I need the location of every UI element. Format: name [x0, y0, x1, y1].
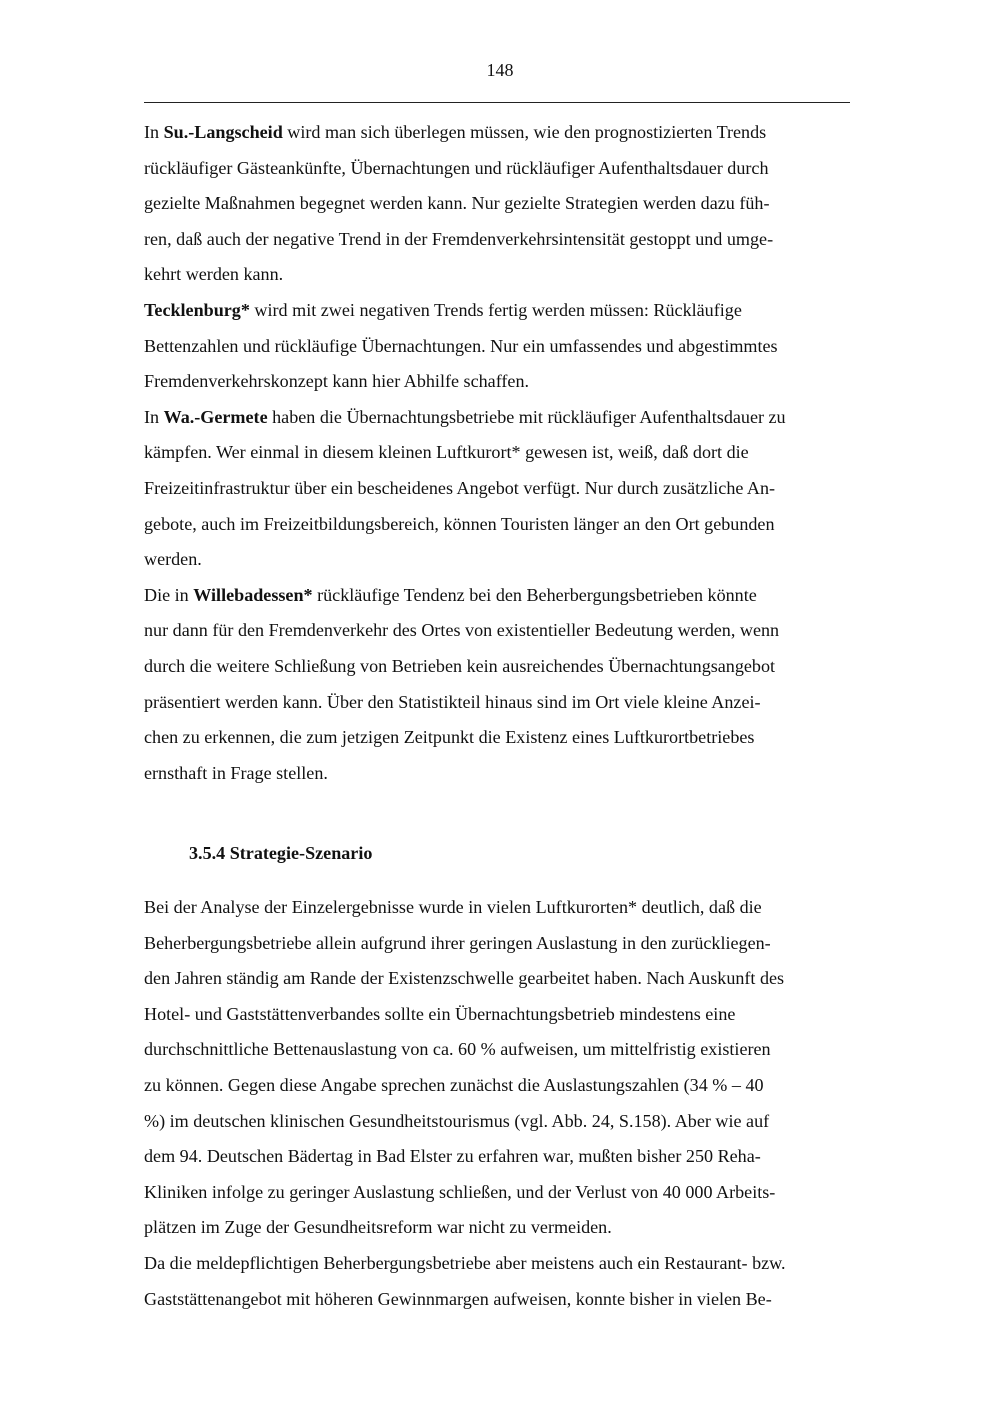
- text-line: nur dann für den Fremdenverkehr des Ortes von existentieller Bedeutung werden, wenn: [144, 620, 780, 641]
- paragraph-tecklenburg: [144, 293, 858, 400]
- place-name: Wa.-Germete: [163, 406, 268, 427]
- text-line: ren, daß auch der negative Trend in der Fremdenverkehrsintensität gestoppt und umge-: [144, 228, 774, 249]
- place-name: Su.-Langscheid: [163, 122, 283, 142]
- text-line: den Jahren ständig am Rande der Existenzschwelle gearbeitet haben. Nach Auskunft des: [144, 968, 785, 989]
- paragraph-strategie-1: [144, 890, 858, 1246]
- text-line: Bei der Analyse der Einzelergebnisse wurde in vielen Luftkurorten* deutlich, daß die: [144, 897, 762, 917]
- paragraph-wa-germete: [144, 400, 858, 578]
- section-heading: 3.5.4 Strategie-Szenario: [189, 843, 373, 863]
- paragraph-su-langscheid: [144, 115, 858, 293]
- text-line: werden.: [144, 549, 202, 570]
- text-line: durchschnittliche Bettenauslastung von ca. 60 % aufweisen, um mittelfristig existieren: [144, 1039, 771, 1060]
- text-line: Gaststättenangebot mit höheren Gewinnmargen aufweisen, konnte bisher in vielen Be-: [144, 1288, 772, 1309]
- text-line: gezielte Maßnahmen begegnet werden kann. Nur gezielte Strategien werden dazu füh-: [144, 193, 770, 214]
- paragraph-willebadessen: [144, 578, 858, 792]
- paragraph-strategie-2: [144, 1246, 858, 1317]
- text-line: ernsthaft in Frage stellen.: [144, 762, 328, 783]
- place-name: Willebadessen*: [193, 584, 313, 605]
- text-line: rückläufiger Gästeankünfte, Übernachtungen und rückläufiger Aufenthaltsdauer durch: [144, 157, 769, 178]
- text-line: gebote, auch im Freizeitbildungsbereich, können Touristen länger an den Ort gebunden: [144, 513, 775, 534]
- text-line: Die in Willebadessen* rückläufige Tendenz bei den Beherbergungsbetrieben könnte: [144, 584, 757, 605]
- text-line: Da die meldepflichtigen Beherbergungsbetriebe aber meistens auch ein Restaurant- bzw.: [144, 1252, 786, 1273]
- text-line: Freizeitinfrastruktur über ein bescheidenes Angebot verfügt. Nur durch zusätzliche An-: [144, 477, 776, 498]
- text-line: kehrt werden kann.: [144, 264, 284, 285]
- text-line: Bettenzahlen und rückläufige Übernachtungen. Nur ein umfassendes und abgestimmtes: [144, 335, 778, 356]
- text-line: In Su.-Langscheid wird man sich überlegen müssen, wie den prognostizierten Trends: [144, 122, 767, 142]
- text-line: dem 94. Deutschen Bädertag in Bad Elster zu erfahren war, mußten bisher 250 Reha-: [144, 1146, 761, 1167]
- text-line: kämpfen. Wer einmal in diesem kleinen Luftkurort* gewesen ist, weiß, daß dort die: [144, 442, 749, 463]
- body-text-upper: [144, 115, 858, 791]
- text-line: In Wa.-Germete haben die Übernachtungsbetriebe mit rückläufiger Aufenthaltsdauer zu: [144, 406, 786, 427]
- text-line: plätzen im Zuge der Gesundheitsreform war nicht zu vermeiden.: [144, 1217, 612, 1238]
- text-line: durch die weitere Schließung von Betrieben kein ausreichendes Übernachtungsangebot: [144, 655, 776, 676]
- text-line: präsentiert werden kann. Über den Statistikteil hinaus sind im Ort viele kleine Anzei-: [144, 691, 761, 712]
- text-line: Kliniken infolge zu geringer Auslastung schließen, und der Verlust von 40 000 Arbeits-: [144, 1181, 776, 1202]
- text-line: Tecklenburg* wird mit zwei negativen Trends fertig werden müssen: Rückläufige: [144, 299, 742, 320]
- text-line: %) im deutschen klinischen Gesundheitstourismus (vgl. Abb. 24, S.158). Aber wie auf: [144, 1110, 770, 1131]
- text-line: zu können. Gegen diese Angabe sprechen zunächst die Auslastungszahlen (34 % – 40: [144, 1074, 764, 1095]
- page-number: 148: [486, 60, 514, 80]
- place-name: Tecklenburg*: [144, 299, 250, 320]
- text-line: Beherbergungsbetriebe allein aufgrund ihrer geringen Auslastung in den zurückliegen-: [144, 932, 771, 953]
- text-line: Hotel- und Gaststättenverbandes sollte ein Übernachtungsbetrieb mindestens eine: [144, 1003, 736, 1024]
- text-line: Fremdenverkehrskonzept kann hier Abhilfe schaffen.: [144, 371, 530, 392]
- header-rule: [144, 102, 850, 103]
- text-line: chen zu erkennen, die zum jetzigen Zeitpunkt die Existenz eines Luftkurortbetriebes: [144, 727, 755, 748]
- body-text-lower: [144, 890, 858, 1317]
